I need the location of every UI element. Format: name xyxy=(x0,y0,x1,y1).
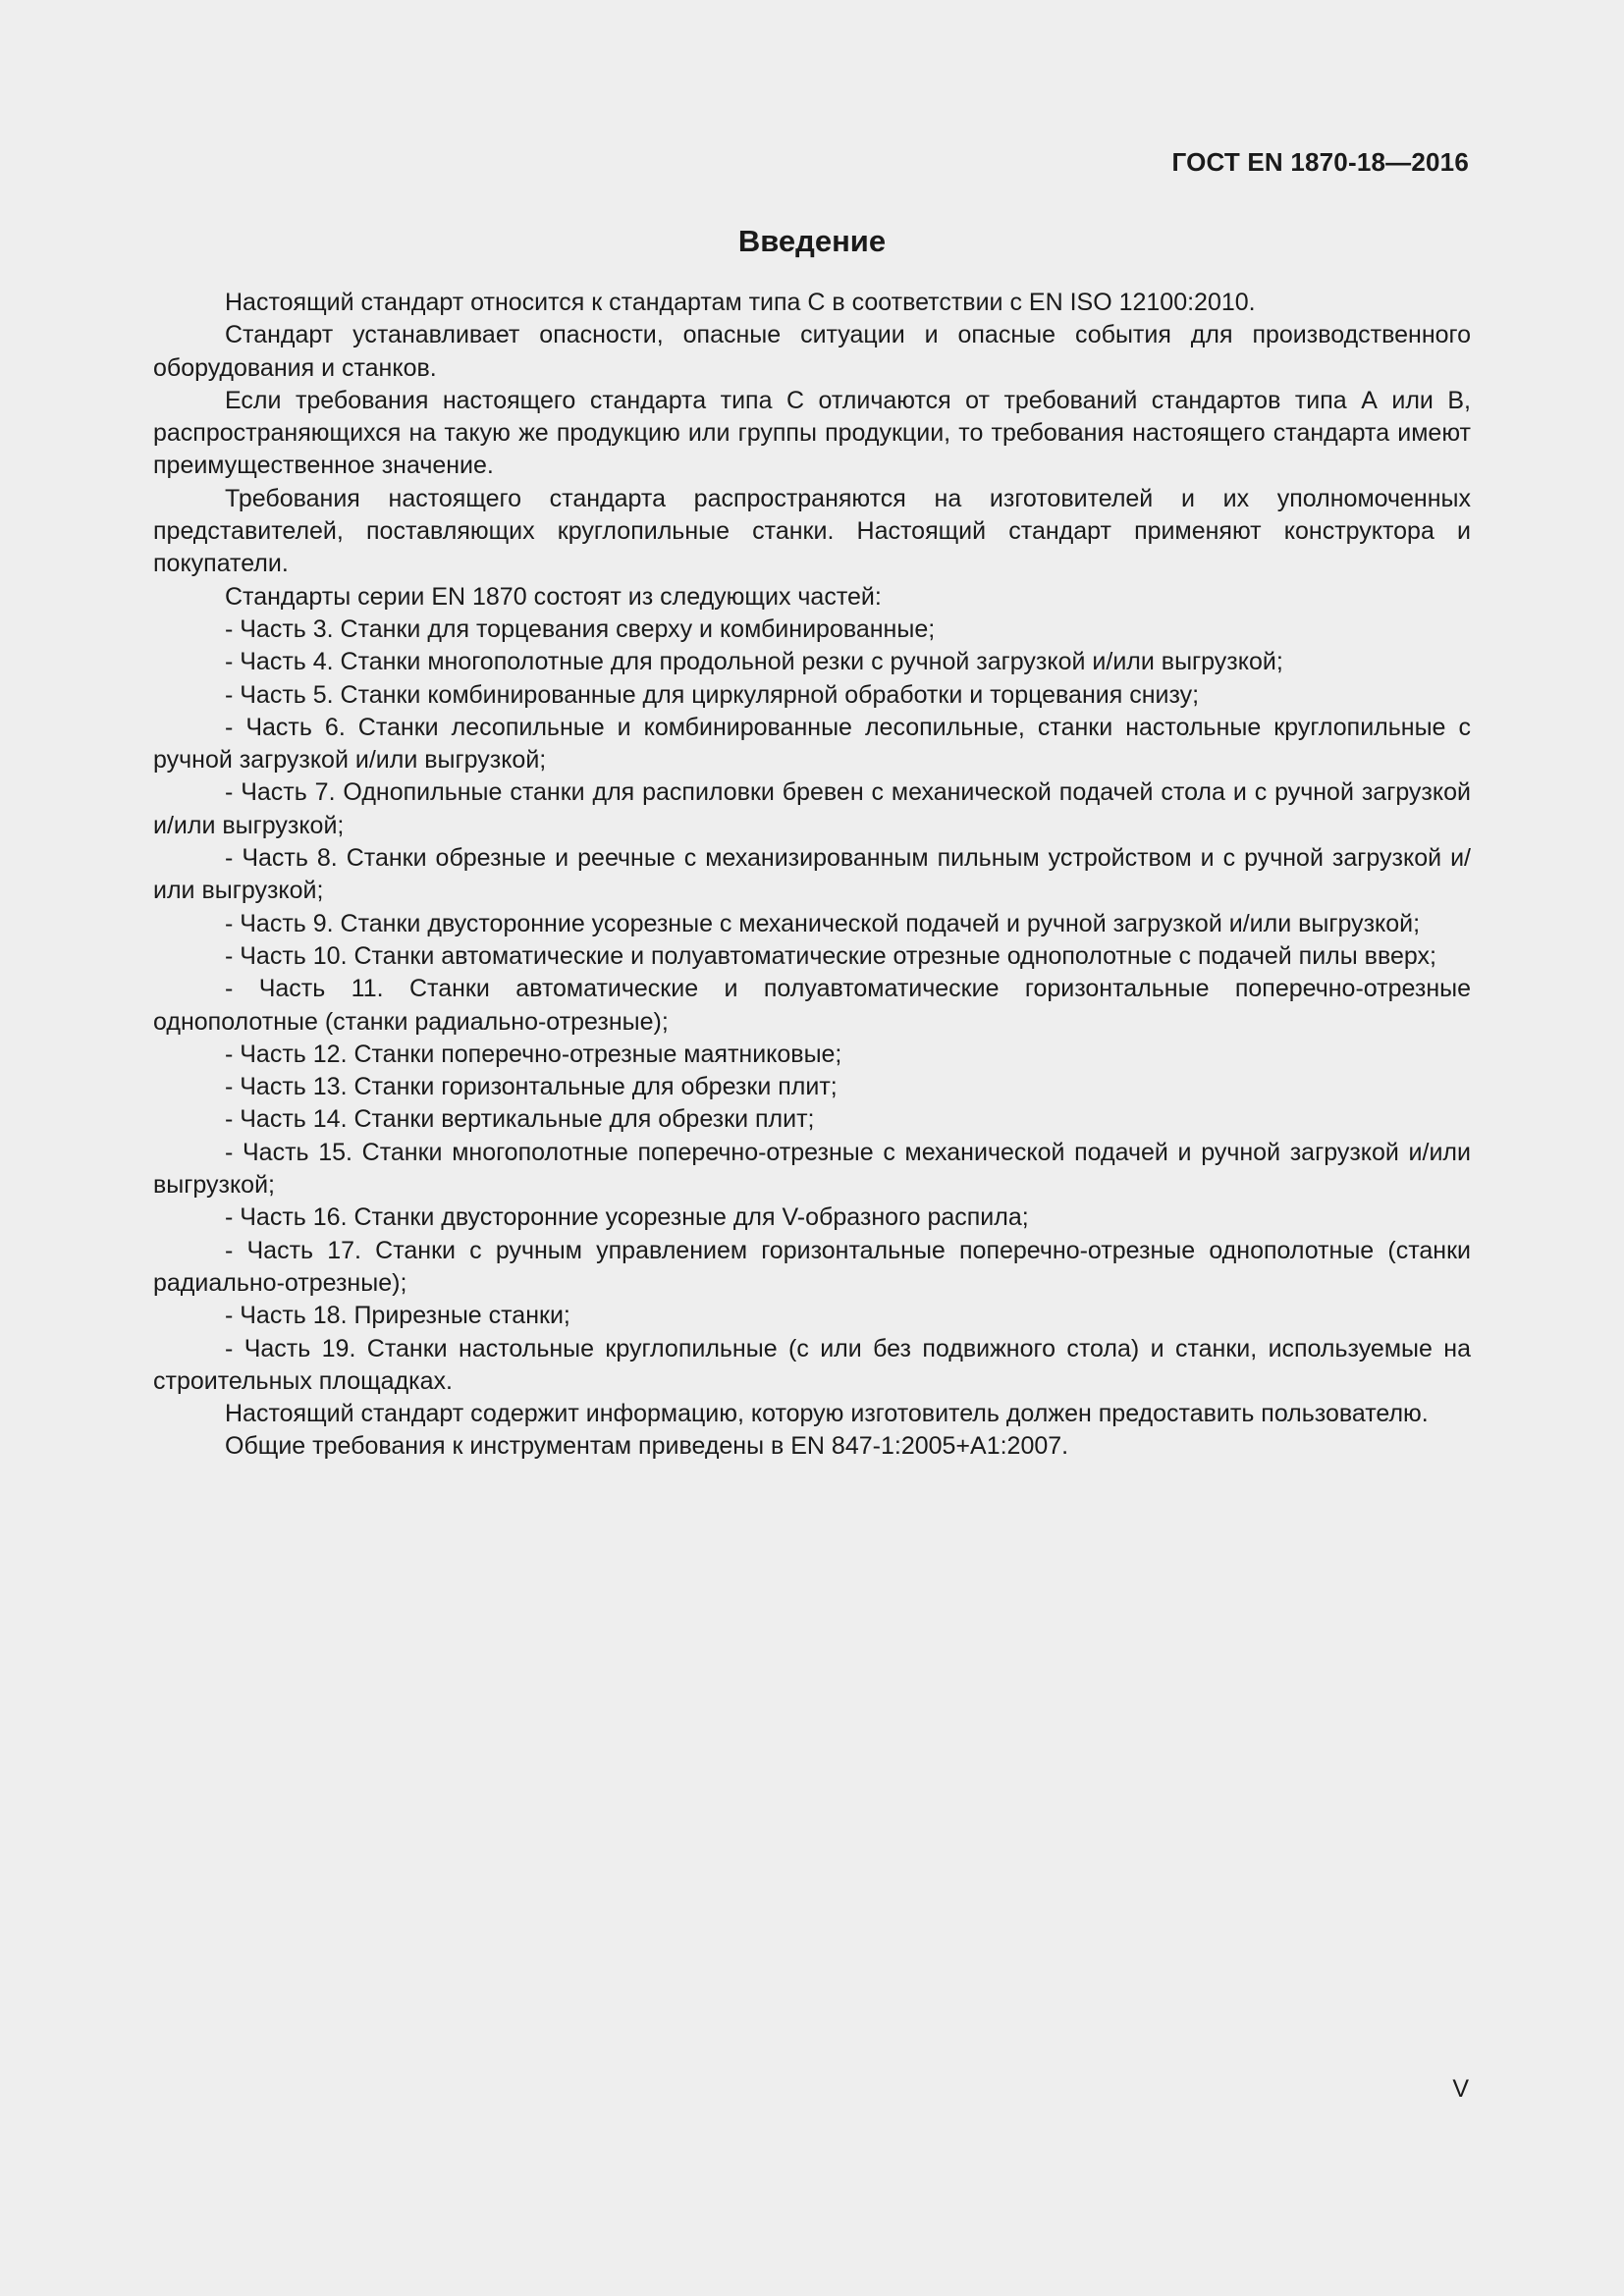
list-item: - Часть 12. Станки поперечно-отрезные маятниковые; xyxy=(225,1040,842,1068)
list-item: - Часть 16. Станки двусторонние усорезные для V-образного распила; xyxy=(225,1203,1029,1232)
list-item: - Часть 18. Прирезные станки; xyxy=(225,1302,570,1330)
list-item: - Часть 10. Станки автоматические и полуавтоматические отрезные однополотные с подачей пилы вверх; xyxy=(225,941,1436,970)
list-item: - Часть 17. Станки с ручным управлением горизонтальные поперечно-отрезные однополотные (станки радиально-отрезные); xyxy=(153,1236,1471,1297)
list-item: - Часть 5. Станки комбинированные для циркулярной обработки и торцевания снизу; xyxy=(225,680,1200,709)
paragraph: Если требования настоящего стандарта типа С отличаются от требований стандартов типа А или В, распространяющихся на такую же продукцию или группы продукции, то требования настоящего стандарта имеют преимущественное значение. xyxy=(153,386,1471,480)
standard-code: ГОСТ EN 1870-18—2016 xyxy=(1171,147,1469,177)
list-item: - Часть 3. Станки для торцевания сверху и комбинированные; xyxy=(225,614,936,643)
list-item: - Часть 6. Станки лесопильные и комбинированные лесопильные, станки настольные круглопильные с ручной загрузкой и/или выгрузкой; xyxy=(153,713,1471,774)
list-item: - Часть 14. Станки вертикальные для обрезки плит; xyxy=(225,1105,815,1134)
paragraph: Общие требования к инструментам приведены в EN 847-1:2005+A1:2007. xyxy=(225,1432,1069,1461)
paragraph: Настоящий стандарт относится к стандартам типа С в соответствии с EN ISO 12100:2010. xyxy=(225,289,1256,316)
paragraph: Стандарт устанавливает опасности, опасные ситуации и опасные события для производственного оборудования и станков. xyxy=(153,321,1471,382)
paragraph: Стандарты серии EN 1870 состоят из следующих частей: xyxy=(225,582,882,611)
page-number: V xyxy=(1452,2075,1469,2103)
section-body xyxy=(153,287,1471,1464)
list-item: - Часть 7. Однопильные станки для распиловки бревен с механической подачей стола и с ручной загрузкой и/или выгрузкой; xyxy=(153,778,1471,839)
list-item: - Часть 4. Станки многополотные для продольной резки с ручной загрузкой и/или выгрузкой; xyxy=(225,648,1283,676)
list-item: - Часть 11. Станки автоматические и полуавтоматические горизонтальные поперечно-отрезные однополотные (станки радиально-отрезные); xyxy=(153,975,1471,1036)
list-item: - Часть 15. Станки многополотные поперечно-отрезные с механической подачей и ручной загрузкой и/или выгрузкой; xyxy=(153,1138,1471,1200)
list-item: - Часть 13. Станки горизонтальные для обрезки плит; xyxy=(225,1073,838,1101)
list-item: - Часть 8. Станки обрезные и реечные с механизированным пильным устройством и с ручной загрузкой и/или выгрузкой; xyxy=(153,844,1471,905)
paragraph: Настоящий стандарт содержит информацию, которую изготовитель должен предоставить пользователю. xyxy=(225,1400,1429,1428)
list-item: - Часть 9. Станки двусторонние усорезные с механической подачей и ручной загрузкой и/или выгрузкой; xyxy=(225,909,1421,937)
list-item: - Часть 19. Станки настольные круглопильные (с или без подвижного стола) и станки, используемые на строительных площадках. xyxy=(153,1334,1471,1395)
paragraph: Требования настоящего стандарта распространяются на изготовителей и их уполномоченных представителей, поставляющих круглопильные станки. Настоящий стандарт применяют конструктора и покупатели. xyxy=(153,484,1471,578)
section-title: Введение xyxy=(737,224,887,258)
